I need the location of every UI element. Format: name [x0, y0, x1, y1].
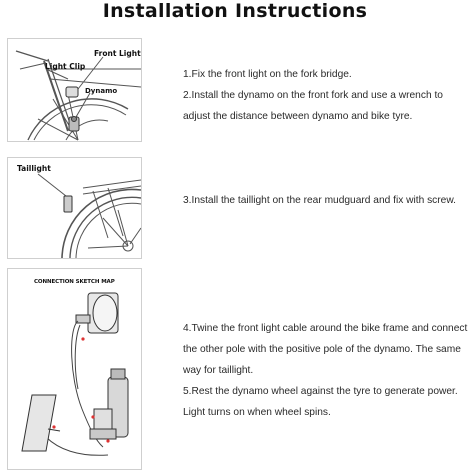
connection-sketch-illustration: [7, 268, 142, 470]
step-4-text: 4.Twine the front light cable around the bike frame and connect the other pole with the positive pole of the dynamo. The same way for taillight.: [183, 323, 468, 376]
step-3: [183, 190, 468, 211]
connection-map-label: CONNECTION SKETCH MAP: [34, 279, 115, 285]
step-1: [183, 64, 468, 127]
rear-install-illustration: [7, 157, 142, 259]
rear-bike-drawing: [8, 158, 141, 258]
step-5-text: 5.Rest the dynamo wheel against the tyre to generate power. Light turns on when wheel spins.: [183, 386, 458, 418]
step-4-5: [183, 318, 468, 423]
front-light-label: Front Light: [94, 49, 141, 58]
step-3-text: 3.Install the taillight on the rear mudguard and fix with screw.: [183, 195, 456, 206]
front-install-illustration: [7, 38, 142, 142]
page-title: Installation Instructions: [102, 0, 368, 22]
light-clip-label: Light Clip: [45, 62, 86, 71]
step-1-text: 1.Fix the front light on the fork bridge.: [183, 69, 352, 80]
connection-sketch-drawing: [8, 269, 141, 469]
taillight-label: Taillight: [17, 164, 51, 173]
dynamo-label: Dynamo: [85, 87, 118, 95]
step-2-text: 2.Install the dynamo on the front fork and use a wrench to adjust the distance between dynamo and bike tyre.: [183, 90, 443, 122]
